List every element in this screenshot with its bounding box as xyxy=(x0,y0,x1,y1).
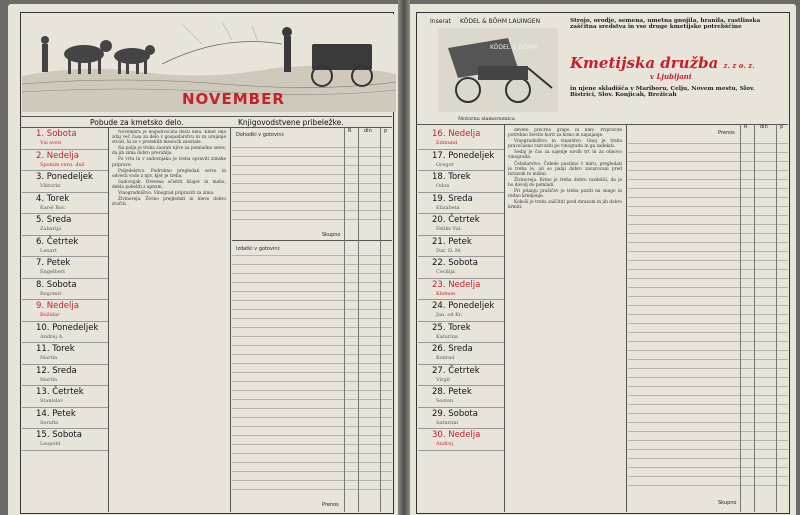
day-label: 1. Sobota xyxy=(36,129,77,139)
tips-text-left xyxy=(112,130,226,510)
tip-paragraph: Sadovnjak. Drevesa očistiti lišajev in mahu, debla pobeliti z apnom. xyxy=(112,179,226,190)
ledger-left xyxy=(232,128,392,512)
tip-paragraph: Živinoreja. Živino pregledati in hleve dobro zračiti. xyxy=(112,197,226,208)
day-label: 5. Sreda xyxy=(36,215,72,225)
day-entry xyxy=(22,128,108,150)
day-label: 10. Ponedeljek xyxy=(36,322,99,333)
day-entry xyxy=(22,193,108,215)
right-page xyxy=(410,4,796,515)
day-label: 15. Sobota xyxy=(36,430,82,440)
day-label: 20. Četrtek xyxy=(432,215,480,225)
ledger-column-title: Knjigovodstvene pribeležke. xyxy=(238,118,344,127)
day-entry xyxy=(418,408,504,430)
ad-company-name: KÖDEL & BÖHM LAUINGEN xyxy=(460,18,541,25)
day-saint: Katarina xyxy=(436,333,458,340)
day-label: 14. Petek xyxy=(36,408,76,419)
ledger-col-r: R xyxy=(348,128,352,134)
tip-paragraph: Pri pitanju prašičev je treba paziti na snago in redno krmljenje. xyxy=(508,189,622,200)
day-saint: Karel Bor. xyxy=(40,204,66,211)
day-saint: Konrad xyxy=(436,355,455,361)
day-label: 13. Četrtek xyxy=(36,387,84,397)
month-title: NOVEMBER xyxy=(182,90,285,108)
right-total-label: Skupno xyxy=(718,500,737,506)
tip-paragraph: Vinogradništvo. Vinograd pripraviti za zimo. xyxy=(118,191,215,197)
day-entry xyxy=(22,300,108,322)
right-ledger-col-r: R xyxy=(744,124,748,130)
day-entry xyxy=(22,429,108,451)
ad-logo-text: KÖDEL & BÖHM xyxy=(490,44,537,51)
day-label: 12. Sreda xyxy=(36,365,77,376)
day-saint: Jan. od Kr. xyxy=(436,312,463,318)
day-entry xyxy=(22,279,108,301)
day-entry xyxy=(22,214,108,236)
day-entry xyxy=(418,429,504,451)
day-label: 7. Petek xyxy=(36,258,71,268)
ledger-col-sep-1 xyxy=(344,128,345,512)
day-label: 28. Petek xyxy=(432,387,472,397)
day-entry xyxy=(418,365,504,387)
day-saint: Virgil xyxy=(436,376,450,383)
day-saint: Engelbert xyxy=(40,269,66,275)
text-column-divider xyxy=(230,127,231,512)
day-saint: Martin xyxy=(40,355,58,361)
income-lines xyxy=(232,140,392,228)
day-entry xyxy=(418,236,504,258)
day-entry xyxy=(22,343,108,365)
ledger-col-sep-3 xyxy=(380,128,381,512)
day-label: 4. Torek xyxy=(36,193,70,204)
day-entry xyxy=(22,408,108,430)
ledger-col-p: p xyxy=(384,128,388,134)
day-list-right xyxy=(418,128,504,451)
day-saint: Spomin vern. duš xyxy=(40,161,85,168)
day-saint: Gregor xyxy=(436,161,454,168)
day-entry xyxy=(418,300,504,322)
ad-branches-text: in njene skladišča v Mariboru, Celju, Novem mestu, Slov. Bistrici, Slov. Konjicah, Brežicah xyxy=(570,86,755,98)
tip-paragraph: Novembra je dogodivščina dosti dela. Kmet ima zdaj več časa za delo v gospodarstvu in za urejanje stvari, ki so v preteklih mesecih zaostale. xyxy=(112,130,226,146)
right-text-column-divider xyxy=(626,124,627,512)
tip-paragraph: Poljedelstvo. Podrobno pregledati setve in odvesti vodo z njiv, kjer je treba. xyxy=(112,168,226,179)
day-saint: Elizabeta xyxy=(436,204,460,211)
day-saint: Feliks Val. xyxy=(436,226,462,232)
day-entry xyxy=(418,214,504,236)
tip-paragraph: Po vrtu in v sadovnjaku je treba opraviti zimske priprave. xyxy=(112,157,226,168)
day-label: 2. Nedelja xyxy=(36,150,79,161)
day-saint: Božidar xyxy=(40,312,60,318)
day-entry xyxy=(22,236,108,258)
day-saint: Cecilija xyxy=(436,269,455,275)
ad-city: v Ljubljani xyxy=(650,72,692,81)
day-entry xyxy=(418,279,504,301)
right-ledger-col-sep-1 xyxy=(740,124,741,512)
day-entry xyxy=(22,322,108,344)
tip-paragraph: Vinogradništvo in vinarstvo. Gnoj je treba pravočasno razvoziti po vinogradu in ga zadelati. xyxy=(508,139,622,150)
day-label: 18. Torek xyxy=(432,172,471,182)
day-label: 8. Sobota xyxy=(36,279,77,290)
day-entry xyxy=(22,386,108,408)
day-column-divider xyxy=(108,127,109,512)
right-ledger-lines xyxy=(628,138,788,494)
tips-text-right xyxy=(508,128,622,510)
book-gutter xyxy=(398,0,410,515)
day-saint: Serafin xyxy=(40,419,59,426)
tip-paragraph: Sedaj je čas za sajenje novih trt in za obnovo vinograda. xyxy=(508,150,622,161)
day-entry xyxy=(418,128,504,150)
day-label: 23. Nedelja xyxy=(432,279,481,290)
ad-main-title xyxy=(570,54,755,72)
day-entry xyxy=(22,150,108,172)
day-label: 30. Nedelja xyxy=(432,430,481,440)
ad-inserat-label: Inserat xyxy=(430,18,451,25)
right-ledger-col-sep-3 xyxy=(776,124,777,512)
tip-paragraph: devete prečrno grapo in hlev. Pripravite potrebno število korit za krmo in napajanje. xyxy=(508,128,622,139)
day-label: 17. Ponedeljek xyxy=(432,150,495,161)
day-entry xyxy=(418,386,504,408)
tips-column-title: Pobude za kmetsko delo. xyxy=(90,118,184,127)
right-ledger-col-p: p xyxy=(780,124,784,130)
day-entry xyxy=(418,343,504,365)
day-saint: Martin xyxy=(40,376,58,383)
day-label: 27. Četrtek xyxy=(432,365,480,376)
day-entry xyxy=(418,257,504,279)
day-entry xyxy=(418,322,504,344)
day-entry xyxy=(418,171,504,193)
day-label: 11. Torek xyxy=(36,344,75,354)
right-ledger-col-din: din xyxy=(760,124,768,130)
day-saint: Saturnin xyxy=(436,419,459,426)
day-label: 25. Torek xyxy=(432,322,471,333)
day-saint: Viktorin xyxy=(40,183,61,189)
straw-cutter-illustration xyxy=(438,28,558,112)
ledger-col-din: din xyxy=(364,128,372,134)
day-entry xyxy=(418,150,504,172)
day-entry xyxy=(22,365,108,387)
income-total-rule xyxy=(232,240,392,241)
day-saint: Andrej xyxy=(436,441,453,447)
day-label: 24. Ponedeljek xyxy=(432,301,495,311)
ad-title-text: Kmetijska družba xyxy=(570,54,719,72)
day-saint: Bogomir xyxy=(40,290,62,297)
day-saint: Edmund xyxy=(436,140,458,146)
right-carry-label: Prenos xyxy=(718,130,735,136)
day-saint: Sosten xyxy=(436,398,454,404)
ad-goods-text: Strojo, orodje, semena, umetna gnojila, hranila, rastlinska zaščitna sredstva in vse druge kmetijske potrebščine xyxy=(570,18,761,30)
day-saint: Odon xyxy=(436,183,450,189)
ledger-col-sep-2 xyxy=(358,128,359,512)
day-entry xyxy=(418,193,504,215)
header-rule xyxy=(20,116,392,117)
income-total-label: Skupno xyxy=(322,232,341,238)
tip-paragraph: Na polju je treba zaorati njive za pomladno setev, da jih zima dobro prerahlja. xyxy=(112,146,226,157)
left-page xyxy=(8,4,398,515)
day-saint: Andrej A. xyxy=(40,333,64,340)
right-day-column-divider xyxy=(504,124,505,512)
day-label: 22. Sobota xyxy=(432,258,478,268)
expense-label: Izdatki v gotovini: xyxy=(236,246,281,252)
day-label: 29. Sobota xyxy=(432,408,478,419)
day-saint: Zaharija xyxy=(40,226,62,232)
tip-paragraph: Živinoreja. Krmo je treba dobro razdeliti, da je bo dovolj do pomladi. xyxy=(508,177,622,188)
left-carry-label: Prenos xyxy=(322,502,339,508)
day-label: 26. Sreda xyxy=(432,344,473,354)
day-label: 3. Ponedeljek xyxy=(36,172,93,182)
ad-caption: Motorna slamoreznica xyxy=(458,116,515,122)
day-saint: Leopold xyxy=(40,441,61,447)
day-saint: Vsi sveti xyxy=(40,140,62,146)
ledger-right xyxy=(628,124,788,512)
tip-paragraph: Kokoši je treba zaščititi pred mrazom in jih dobro krmiti. xyxy=(508,200,622,211)
day-saint: Lenart xyxy=(40,247,57,254)
day-label: 19. Sreda xyxy=(432,193,473,204)
day-saint: Dar. D. M. xyxy=(436,247,462,254)
day-entry xyxy=(22,171,108,193)
right-ledger-col-sep-2 xyxy=(754,124,755,512)
tip-paragraph: Čebelarstvo. Čebele pustimo v miru, pregledati je treba le, ali so panji dobro zavarovani pred mrazom in mišmi. xyxy=(508,161,622,177)
income-label: Dohodki v gotovini: xyxy=(236,132,285,138)
day-label: 9. Nedelja xyxy=(36,301,79,311)
day-saint: Klemen xyxy=(436,290,456,297)
day-label: 6. Četrtek xyxy=(36,236,79,247)
day-label: 21. Petek xyxy=(432,236,472,247)
expense-lines xyxy=(232,254,392,498)
day-list-left xyxy=(22,128,108,451)
ad-title-suffix: z. z o. z. xyxy=(723,61,755,70)
day-entry xyxy=(22,257,108,279)
day-saint: Stanislav xyxy=(40,398,64,404)
day-label: 16. Nedelja xyxy=(432,129,481,139)
